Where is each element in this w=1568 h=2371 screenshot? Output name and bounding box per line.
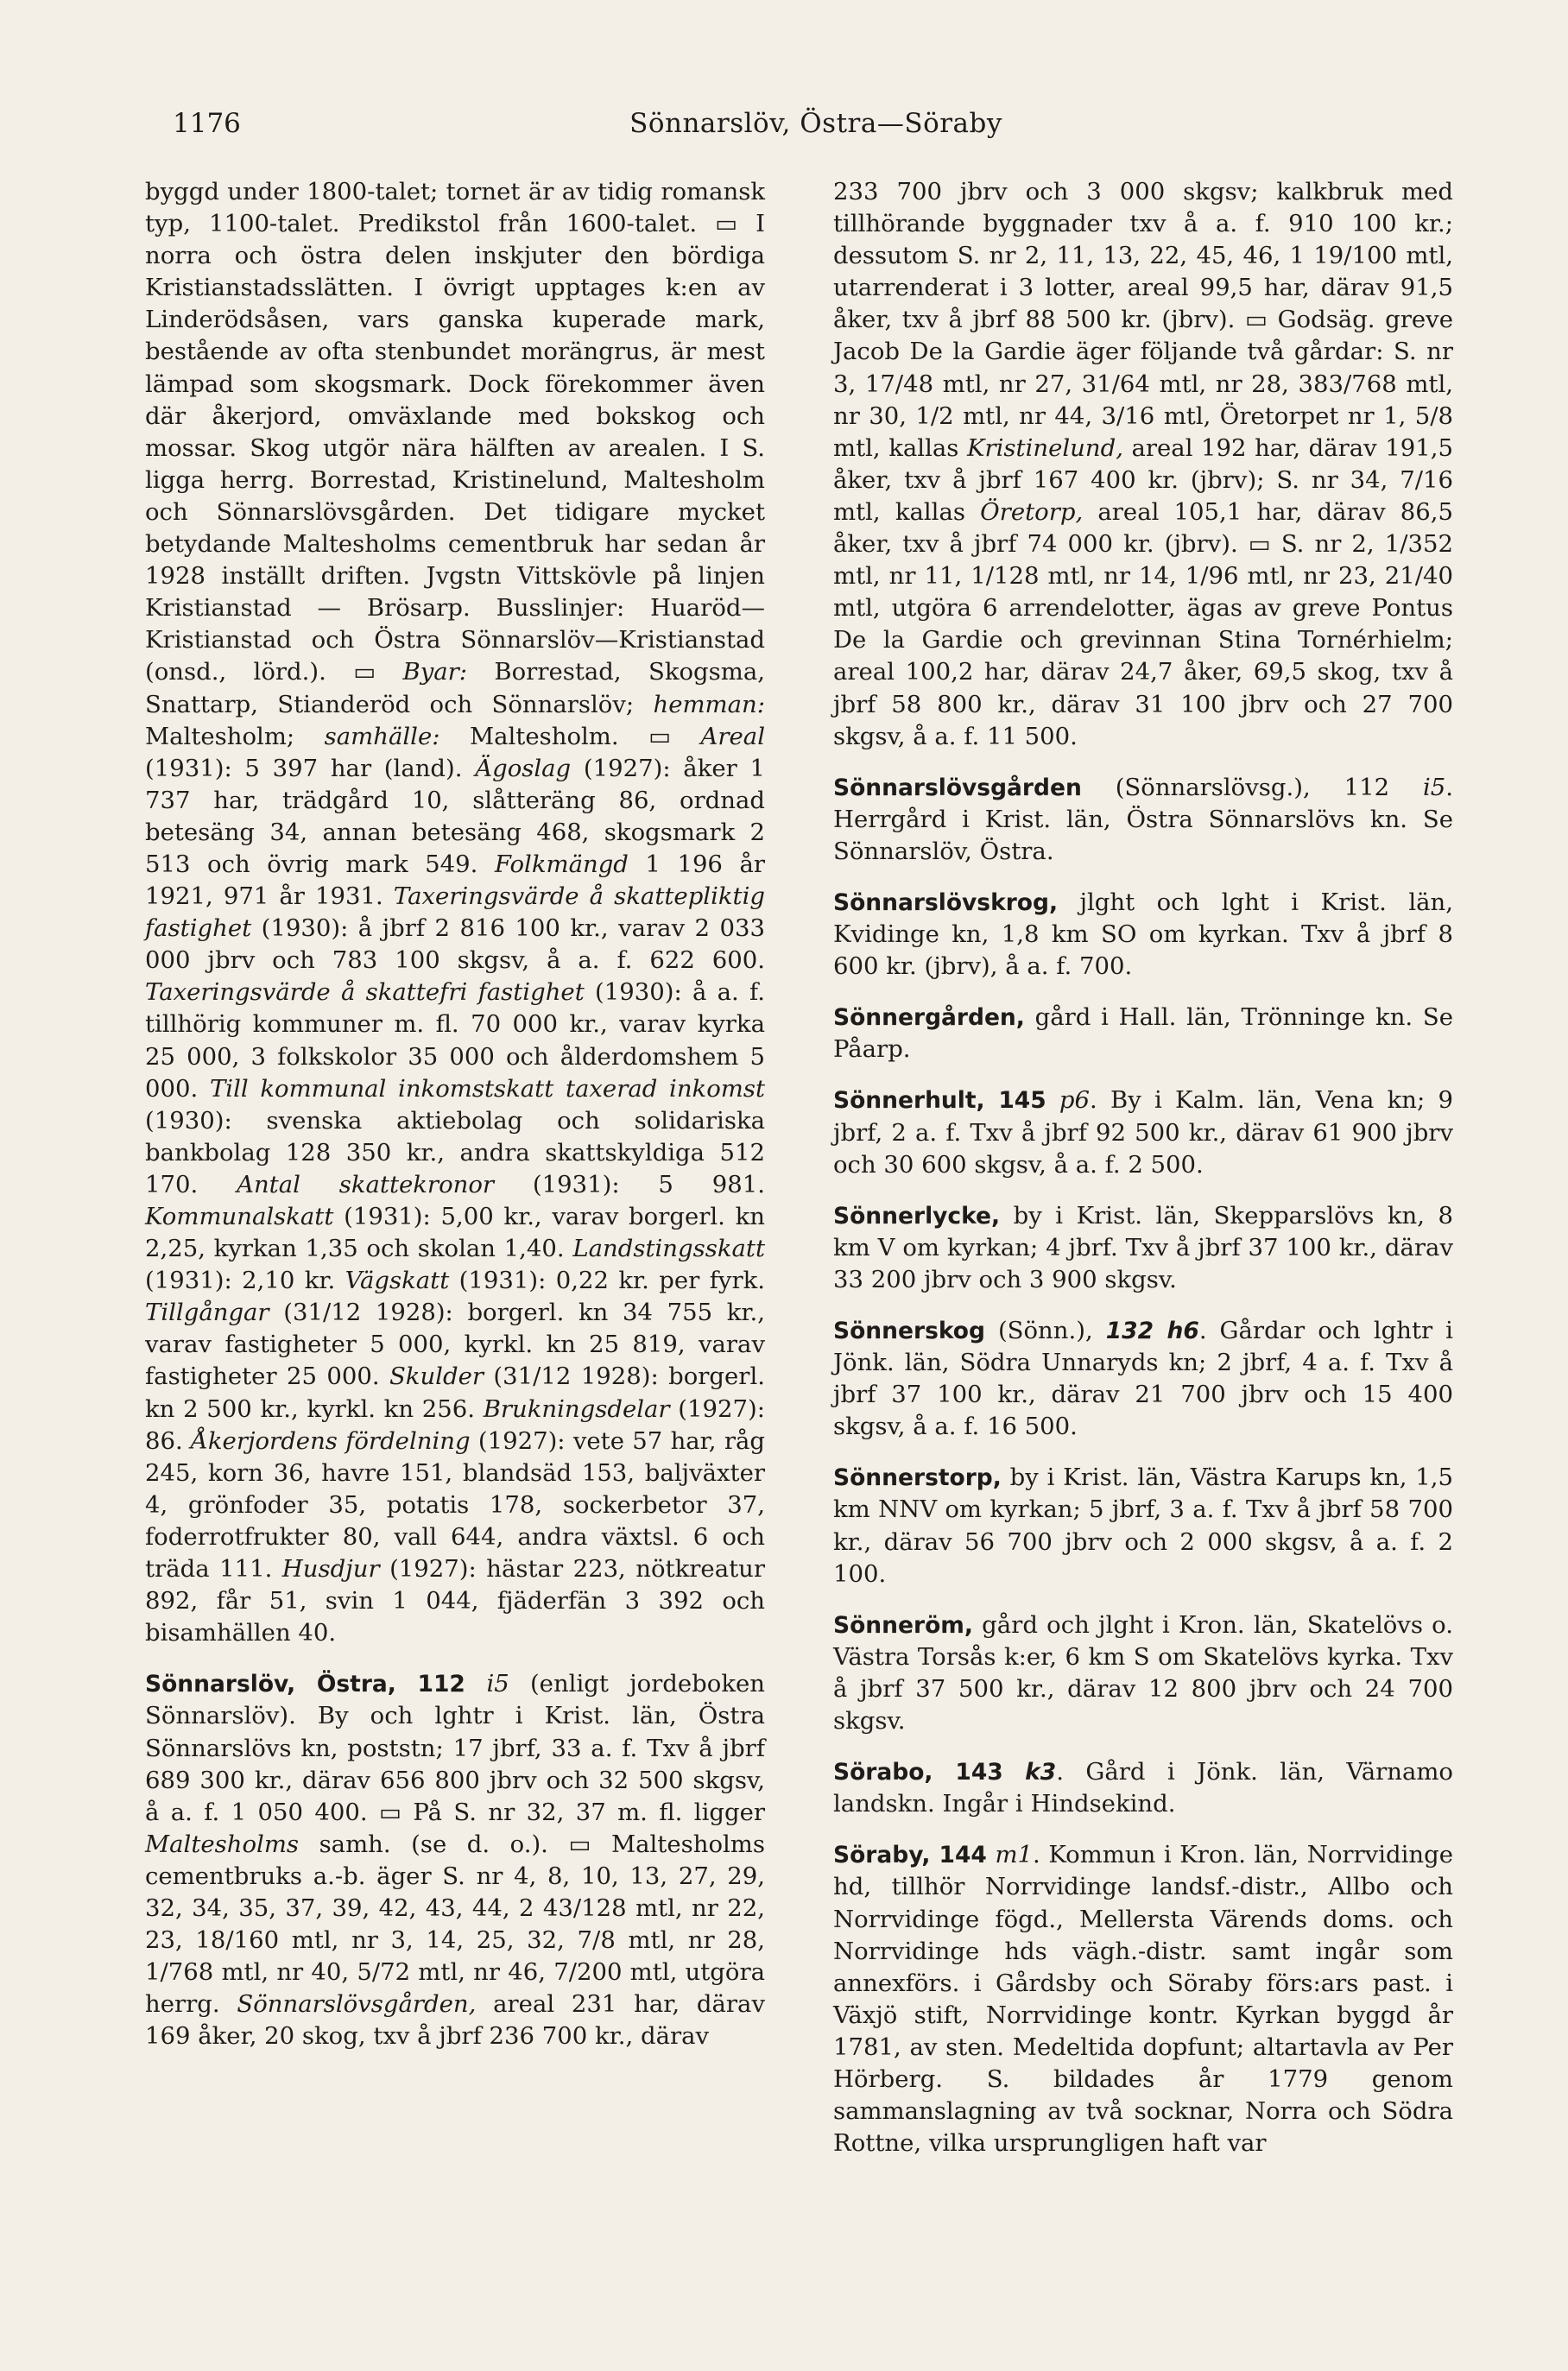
entry-sonnerhult: Sönnerhult, 145 p6. By i Kalm. län, Vena kn; 9 jbrf, 2 a. f. Txv å jbrf 92 500 kr., därav 61 900 jbrv och 30 600 skgsv, å a. f. 2 500. <box>833 1086 1453 1179</box>
page-number: 1176 <box>173 108 241 139</box>
entry-sonnerlycke: Sönnerlycke, by i Krist. län, Skepparslövs kn, 8 km V om kyrkan; 4 jbrf. Txv å jbrf 37 100 kr., därav 33 200 jbrv och 3 900 skgsv. <box>833 1201 1453 1293</box>
page-header <box>173 102 1459 145</box>
paragraph-continuation: byggd under 1800-talet; tornet är av tidig romansk typ, 1100-talet. Predikstol från 1600-talet. ▭ I norra och östra delen inskjuter den bördiga Kristianstadsslätten. I övrigt upptages k:en av Linderödsåsen, vars ganska kuperade mark, bestående av ofta stenbundet morängrus, är mest lämpad som skogsmark. Dock förekommer även där åkerjord, omväxlande med bokskog och mossar. Skog utgör nära hälften av arealen. I S. ligga herrg. Borrestad, Kristinelund, Maltesholm och Sönnarslövsgården. Det tidigare mycket betydande Maltesholms cementbruk har sedan år 1928 inställt driften. Jvgstn Vittskövle på linjen Kristianstad — Brösarp. Busslinjer: Huaröd—Kristianstad och Östra Sönnarslöv—Kristianstad (onsd., lörd.). ▭ Byar: Borrestad, Skogsma, Snattarp, Stianderöd och Sönnarslöv; hemman: Maltesholm; samhälle: Maltesholm. ▭ Areal (1931): 5 397 har (land). Ägoslag (1927): åker 1 737 har, trädgård 10, slåtteräng 86, ordnad betesäng 34, annan betesäng 468, skogsmark 2 513 och övrig mark 549. Folkmängd 1 196 år 1921, 971 år 1931. Taxeringsvärde å skattepliktig fastighet (1930): å jbrf 2 816 100 kr., varav 2 033 000 jbrv och 783 100 skgsv, å a. f. 622 600. Taxeringsvärde å skattefri fastighet (1930): å a. f. tillhörig kommuner m. fl. 70 000 kr., varav kyrka 25 000, 3 folkskolor 35 000 och ålderdomshem 5 000. Till kommunal inkomstskatt taxerad inkomst (1930): svenska aktiebolag och solidariska bankbolag 128 350 kr., andra skattskyldiga 512 170. Antal skattekronor (1931): 5 981. Kommunalskatt (1931): 5,00 kr., varav borgerl. kn 2,25, kyrkan 1,35 och skolan 1,40. Landstingsskatt (1931): 2,10 kr. Vägskatt (1931): 0,22 kr. per fyrk. Tillgångar (31/12 1928): borgerl. kn 34 755 kr., varav fastigheter 5 000, kyrkl. kn 25 819, varav fastigheter 25 000. Skulder (31/12 1928): borgerl. kn 2 500 kr., kyrkl. kn 256. Brukningsdelar (1927): 86. Åkerjordens fördelning (1927): vete 57 har, råg 245, korn 36, havre 151, blandsäd 153, baljväxter 4, grönfoder 35, potatis 178, sockerbetor 37, foderrotfrukter 80, vall 644, andra växtsl. 6 och träda 111. Husdjur (1927): hästar 223, nötkreatur 892, får 51, svin 1 044, fjäderfän 3 392 och bisamhällen 40. <box>145 178 766 1647</box>
entry-sonnarslov-ostra: Sönnarslöv, Östra, 112 i5 (enligt jordeboken Sönnarslöv). By och lghtr i Krist. län, Östra Sönnarslövs kn, poststn; 17 jbrf, 33 a. f. Txv å jbrf 689 300 kr., därav 656 800 jbrv och 32 500 skgsv, å a. f. 1 050 400. ▭ På S. nr 32, 37 m. fl. ligger Maltesholms samh. (se d. o.). ▭ Maltesholms cementbruks a.-b. äger S. nr 4, 8, 10, 13, 27, 29, 32, 34, 35, 37, 39, 42, 43, 44, 2 43/128 mtl, nr 22, 23, 18/160 mtl, nr 3, 14, 25, 32, 7/8 mtl, nr 28, 1/768 mtl, nr 40, 5/72 mtl, nr 46, 7/200 mtl, utgöra herrg. Sönnarslövsgården, areal 231 har, därav 169 åker, 20 skog, txv å jbrf 236 700 kr., därav <box>145 1670 765 2051</box>
entry-soraby: Söraby, 144 m1. Kommun i Kron. län, Norrvidinge hd, tillhör Norrvidinge landsf.-distr., Allbo och Norrvidinge fögd., Mellersta Värends doms. och Norrvidinge hds vägh.-distr. samt ingår som annexförs. i Gårdsby och Söraby förs:ars past. i Växjö stift, Norrvidinge kontr. Kyrkan byggd år 1781, av sten. Medeltida dopfunt; altartavla av Per Hörberg. S. bildades år 1779 genom sammanslagning av två socknar, Norra och Södra Rottne, vilka ursprungligen haft var <box>833 1841 1453 2158</box>
left-column <box>145 176 765 2052</box>
paragraph-continuation-right: 233 700 jbrv och 3 000 skgsv; kalkbruk med tillhörande byggnader txv å a. f. 910 100 kr.; dessutom S. nr 2, 11, 13, 22, 45, 46, 1 19/100 mtl, utarrenderat i 3 lotter, areal 99,5 har, därav 91,5 åker, txv å jbrf 88 500 kr. (jbrv). ▭ Godsäg. greve Jacob De la Gardie äger följande två gårdar: S. nr 3, 17/48 mtl, nr 27, 31/64 mtl, nr 28, 383/768 mtl, nr 30, 1/2 mtl, nr 44, 3/16 mtl, Öretorpet nr 1, 5/8 mtl, kallas Kristinelund, areal 192 har, därav 191,5 åker, txv å jbrf 167 400 kr. (jbrv); S. nr 34, 7/16 mtl, kallas Öretorp, areal 105,1 har, därav 86,5 åker, txv å jbrf 74 000 kr. (jbrv). ▭ S. nr 2, 1/352 mtl, nr 11, 1/128 mtl, nr 14, 1/96 mtl, nr 23, 21/40 mtl, utgöra 6 arrendelotter, ägas av greve Pontus De la Gardie och grevinnan Stina Tornérhielm; areal 100,2 har, därav 24,7 åker, 69,5 skog, txv å jbrf 58 800 kr., därav 31 100 jbrv och 27 700 skgsv, å a. f. 11 500. <box>833 178 1454 750</box>
entry-sonnarslovskrog: Sönnarslövskrog, jlght och lght i Krist. län, Kvidinge kn, 1,8 km SO om kyrkan. Txv å jbrf 8 600 kr. (jbrv), å a. f. 700. <box>833 888 1453 981</box>
entry-sonnerstorp: Sönnerstorp, by i Krist. län, Västra Karups kn, 1,5 km NNV om kyrkan; 5 jbrf, 3 a. f. Txv å jbrf 58 700 kr., därav 56 700 jbrv och 2 000 skgsv, å a. f. 2 100. <box>833 1464 1453 1588</box>
entry-sonnerom: Sönneröm, gård och jlght i Kron. län, Skatelövs o. Västra Torsås k:er, 6 km S om Skatelövs kyrka. Txv å jbrf 37 500 kr., därav 12 800 jbrv och 24 700 skgsv. <box>833 1610 1453 1736</box>
running-title: Sönnarslöv, Östra—Söraby <box>629 108 1002 139</box>
entry-sonnerskog: Sönnerskog (Sönn.), 132 h6. Gårdar och lghtr i Jönk. län, Södra Unnaryds kn; 2 jbrf, 4 a. f. Txv å jbrf 37 100 kr., därav 21 700 jbrv och 15 400 skgsv, å a. f. 16 500. <box>833 1317 1453 1441</box>
entry-sonnergarden: Sönnergården, gård i Hall. län, Trönninge kn. Se Påarp. <box>833 1003 1453 1064</box>
right-column <box>833 176 1453 2159</box>
entry-sonnarslovsgarden: Sönnarslövsgården (Sönnarslövsg.), 112 i5. Herrgård i Krist. län, Östra Sönnarslövs kn. Se Sönnarslöv, Östra. <box>833 773 1453 865</box>
entry-sorabo: Sörabo, 143 k3. Gård i Jönk. län, Värnamo landskn. Ingår i Hindsekind. <box>833 1758 1453 1818</box>
